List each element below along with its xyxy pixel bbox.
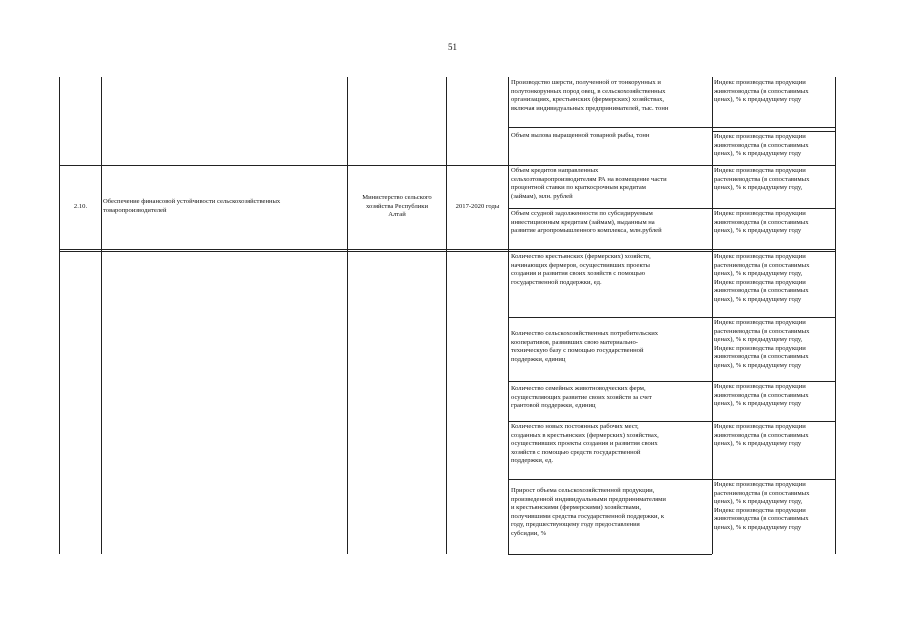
column-divider-number: [101, 77, 102, 554]
column-divider-indicator: [712, 77, 713, 554]
block-divider: [59, 251, 836, 252]
indicator-cell: Производство шерсти, полученной от тонкорунных и полутонкорунных пород овец, в сельскохозяйственных организациях, крестьянских (фермерских) хозяйствах, включая индивидуальных предпринимателей, тыс. тонн: [511, 79, 669, 112]
target-cell: Индекс производства продукции животноводства (в сопоставимых ценах), % к предыдущему году: [714, 423, 809, 448]
target-cell: Индекс производства продукции животноводства (в сопоставимых ценах), % к предыдущему году: [714, 133, 809, 158]
column-divider-executor: [446, 77, 447, 554]
indicator-cell: Объем кредитов направленных сельхозтоваропроизводителям РА на возмещение части процентной ставки по краткосрочным кредитам (займам), млн. рублей: [511, 167, 667, 200]
indicator-cell: Прирост объема сельскохозяйственной продукции, произведенной индивидуальными предпринимателями и крестьянскими (фермерскими) хозяйствами, получившими средства государственной поддержки, к году, предшествующему году предоставления субсидии, %: [511, 487, 666, 537]
measure-period: 2017-2020 годы: [455, 203, 500, 210]
target-cell: Индекс производства продукции животноводства (в сопоставимых ценах), % к предыдущему году: [714, 79, 809, 104]
target-cell: Индекс производства продукции животноводства (в сопоставимых ценах), % к предыдущему году: [714, 383, 809, 408]
row-divider: [508, 554, 712, 555]
target-cell: Индекс производства продукции растениеводства (в сопоставимых ценах), % к предыдущему году, Индекс производства продукции животноводства (в сопоставимых ценах), % к предыдущему году: [714, 253, 810, 303]
page-number: 51: [448, 42, 457, 52]
table-border-right: [835, 77, 836, 554]
indicator-cell: Объем ссудной задолженности по субсидируемым инвестиционным кредитам (займам), выданным на развитие агропромышленного комплекса, млн.рублей: [511, 210, 662, 235]
row-divider: [508, 127, 836, 128]
indicator-cell: Объем вылова выращенной товарной рыбы, тонн: [511, 132, 650, 139]
measure-executor: Министерство сельского хозяйства Республики Алтай: [362, 194, 432, 219]
row-divider: [508, 479, 836, 480]
table-border-left: [59, 77, 60, 554]
row-divider: [508, 317, 836, 318]
indicator-cell: Количество семейных животноводческих ферм, осуществляющих развитие своих хозяйств за счет грантовой поддержки, единиц: [511, 385, 652, 410]
measure-name: Обеспечение финансовой устойчивости сельскохозяйственных товаропроизводителей: [103, 198, 281, 214]
indicator-cell: Количество сельскохозяйственных потребительских кооперативов, развивших свою материально- техническую базу с помощью государственной поддержки, единиц: [511, 330, 659, 363]
column-divider-measure: [347, 77, 348, 554]
measure-number: 2.10.: [73, 203, 88, 210]
target-cell: Индекс производства продукции растениеводства (в сопоставимых ценах), % к предыдущему году,: [714, 167, 810, 192]
row-divider: [508, 421, 836, 422]
indicator-cell: Количество крестьянских (фермерских) хозяйств, начинающих фермеров, осуществивших проекты создания и развития своих хозяйств с помощью государственной поддержки, ед.: [511, 253, 651, 286]
block-divider: [59, 249, 836, 250]
row-divider: [712, 131, 836, 132]
target-cell: Индекс производства продукции растениеводства (в сопоставимых ценах), % к предыдущему году, Индекс производства продукции животноводства (в сопоставимых ценах), % к предыдущему году: [714, 481, 810, 531]
row-divider: [59, 165, 836, 166]
row-divider: [508, 381, 836, 382]
indicator-cell: Количество новых постоянных рабочих мест, созданных в крестьянских (фермерских) хозяйствах, осуществивших проекты создания и развития своих хозяйств с помощью средств государственной поддержки, ед.: [511, 423, 659, 465]
target-cell: Индекс производства продукции растениеводства (в сопоставимых ценах), % к предыдущему году, Индекс производства продукции животноводства (в сопоставимых ценах), % к предыдущему году: [714, 319, 810, 369]
column-divider-period: [508, 77, 509, 554]
target-cell: Индекс производства продукции животноводства (в сопоставимых ценах), % к предыдущему году: [714, 210, 809, 235]
row-divider: [508, 208, 836, 209]
